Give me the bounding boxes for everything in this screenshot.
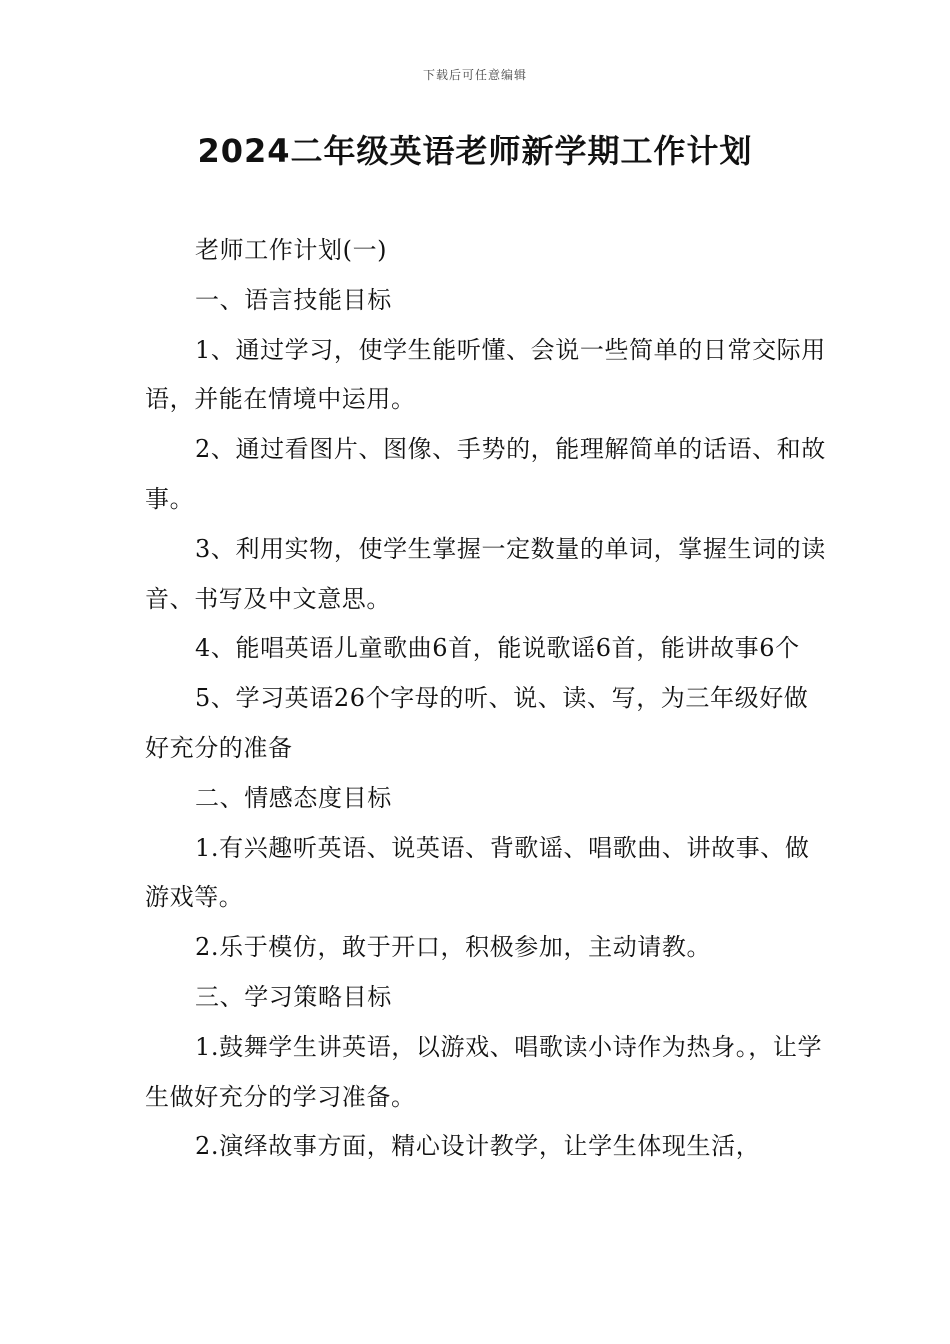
paragraph: 1、通过学习，使学生能听懂、会说一些简单的日常交际用语，并能在情境中运用。: [145, 335, 826, 414]
paragraph: 二、情感态度目标: [195, 783, 392, 812]
header-note: 下载后可任意编辑: [422, 68, 527, 82]
paragraph: 5、学习英语26个字母的听、说、读、写，为三年级好做好充分的准备: [145, 684, 809, 762]
paragraph: 2、通过看图片、图像、手势的，能理解简单的话语、和故事。: [145, 435, 826, 513]
paragraph: 1.鼓舞学生讲英语，以游戏、唱歌读小诗作为热身。，让学生做好充分的学习准备。: [145, 1032, 823, 1111]
document-title: 2024二年级英语老师新学期工作计划: [197, 132, 753, 170]
paragraph: 3、利用实物，使学生掌握一定数量的单词，掌握生词的读音、书写及中文意思。: [145, 534, 826, 613]
paragraph: 2.乐于模仿，敢于开口，积极参加，主动请教。: [195, 933, 712, 962]
paragraph: 2.演绎故事方面，精心设计教学，让学生体现生活，: [195, 1132, 761, 1161]
paragraph: 1.有兴趣听英语、说英语、背歌谣、唱歌曲、讲故事、做游戏等。: [145, 833, 810, 912]
paragraph: 老师工作计划(一): [195, 236, 388, 264]
document-body: [145, 226, 827, 1172]
paragraph: 一、语言技能目标: [195, 285, 392, 314]
paragraph: 4、能唱英语儿童歌曲6首，能说歌谣6首，能讲故事6个: [195, 634, 800, 663]
paragraph: 三、学习策略目标: [195, 982, 392, 1011]
